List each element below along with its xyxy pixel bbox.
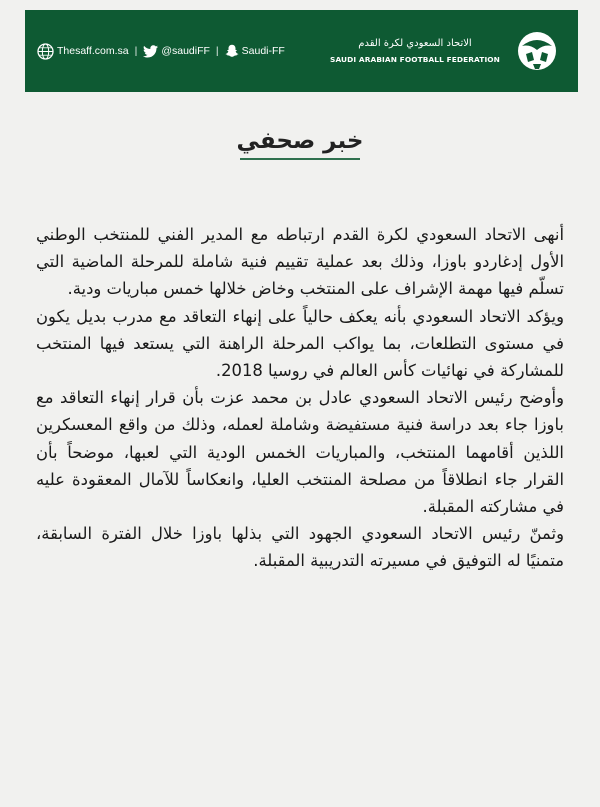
snapchat-link[interactable]	[225, 44, 285, 58]
federation-logo[interactable]	[318, 28, 558, 78]
header-banner	[25, 10, 578, 92]
federation-name-arabic: الاتحاد السعودي لكرة القدم	[358, 38, 472, 49]
twitter-icon	[143, 45, 158, 58]
federation-name-english: SAUDI ARABIAN FOOTBALL FEDERATION	[330, 55, 500, 64]
twitter-handle: @saudiFF	[161, 45, 210, 57]
website-link[interactable]	[37, 43, 129, 60]
snapchat-icon	[225, 44, 239, 58]
football-emblem-icon	[516, 30, 558, 72]
title-underline	[240, 158, 360, 160]
paragraph: أنهى الاتحاد السعودي لكرة القدم ارتباطه مع المدير الفني للمنتخب الوطني الأول إدغاردو باوزا، وذلك بعد عملية تقييم فنية شاملة للمرحلة الماضية التي تسلّم فيها مهمة الإشراف على المنتخب وخاض خلالها خمس مباريات ودية.	[36, 225, 564, 299]
page-title: خبر صحفي	[236, 128, 364, 154]
separator: |	[215, 45, 219, 57]
article-body	[36, 221, 564, 575]
title-block	[0, 128, 600, 160]
twitter-link[interactable]	[143, 45, 210, 58]
globe-icon	[37, 43, 54, 60]
snapchat-handle: Saudi-FF	[241, 45, 285, 57]
separator: |	[134, 45, 138, 57]
paragraph: وثمنّ رئيس الاتحاد السعودي الجهود التي بذلها باوزا خلال الفترة السابقة، متمنيًا له التوفيق في مسيرته التدريبية المقبلة.	[36, 524, 564, 571]
paragraph: وأوضح رئيس الاتحاد السعودي عادل بن محمد عزت بأن قرار إنهاء التعاقد مع باوزا جاء بعد دراسة فنية مستفيضة وشاملة لعمله، وذلك من واقع المعسكرين اللذين أقامهما المنتخب، والمباريات الخمس الودية التي لعبها، موضحاً بأن القرار جاء انطلاقاً من مصلحة المنتخب العليا، وانعكاساً للآمال المعقودة عليه في مشاركته المقبلة.	[36, 388, 564, 517]
social-links	[37, 40, 285, 62]
paragraph: ويؤكد الاتحاد السعودي بأنه يعكف حالياً على إنهاء التعاقد مع مدرب بديل يكون في مستوى التطلعات، بما يواكب المرحلة الراهنة التي يستعد فيها المنتخب للمشاركة في نهائيات كأس العالم في روسيا 2018.	[36, 306, 564, 381]
website-text: Thesaff.com.sa	[57, 45, 129, 57]
